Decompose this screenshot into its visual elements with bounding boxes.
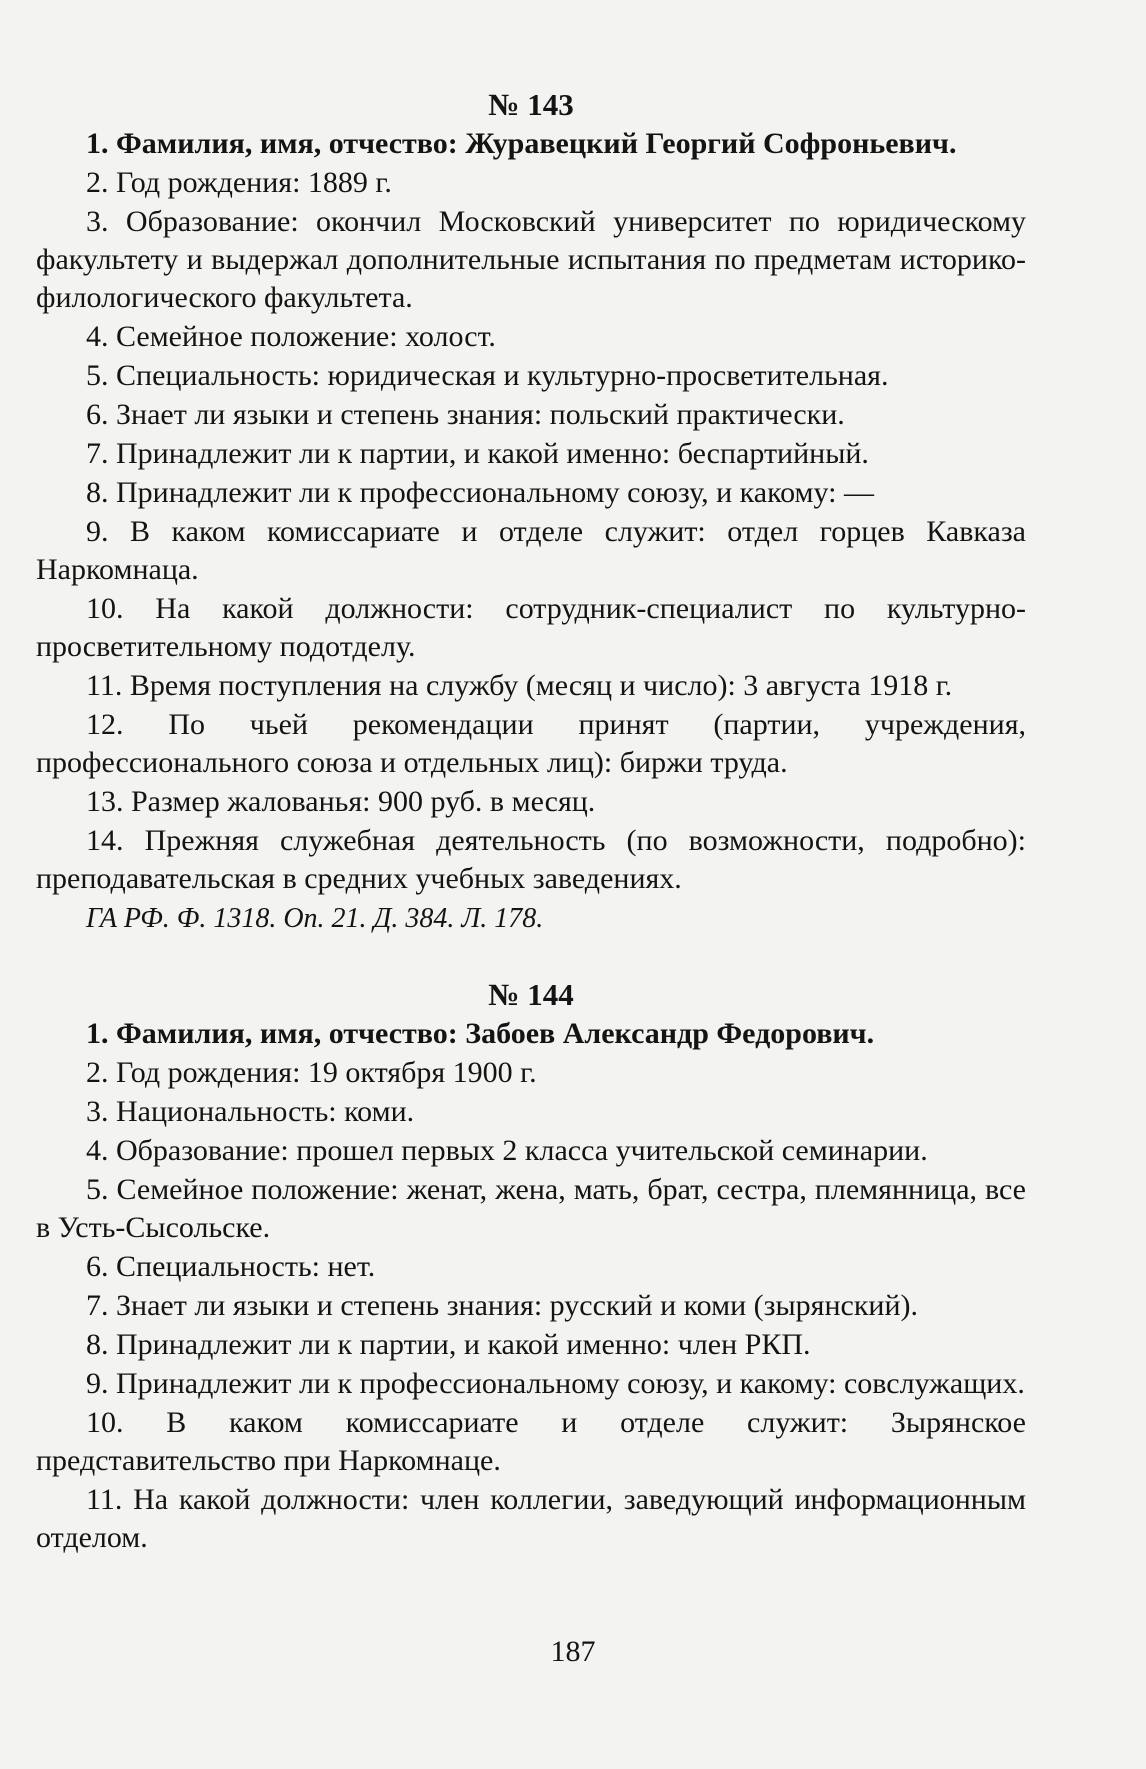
record-144-family-status: 5. Семейное положение: женат, жена, мать, брат, сестра, племянница, все в Усть-Сысольске. [36,1173,1026,1244]
record-143-commissariat: 9. В каком комиссариате и отделе служит: отдел горцев Кавказа Наркомнаца. [36,515,1026,586]
record-144-education: 4. Образование: прошел первых 2 класса учительской семинарии. [86,1134,928,1167]
record-143-archive-source: ГА РФ. Ф. 1318. Оп. 21. Д. 384. Л. 178. [86,903,544,934]
page-number: 187 [550,1635,596,1668]
record-144-specialty: 6. Специальность: нет. [86,1250,376,1283]
record-143-education: 3. Образование: окончил Московский университет по юридическому факультету и выдержал дополнительные испытания по предметам историко-филологического факультета. [36,205,1026,314]
record-143-name: 1. Фамилия, имя, отчество: Журавецкий Георгий Софроньевич. [86,127,957,160]
record-143-recommendation: 12. По чьей рекомендации принят (партии, учреждения, профессионального союза и отдельных лиц): биржи труда. [36,708,1026,779]
record-143-salary: 13. Размер жалованья: 900 руб. в месяц. [86,785,596,818]
record-144-heading: № 144 [488,977,574,1012]
record-143-specialty: 5. Специальность: юридическая и культурно-просветительная. [86,359,889,392]
record-143-union: 8. Принадлежит ли к профессиональному союзу, и какому: — [86,476,874,509]
record-143-party: 7. Принадлежит ли к партии, и какой именно: беспартийный. [86,437,869,470]
record-144-languages: 7. Знает ли языки и степень знания: русский и коми (зырянский). [86,1289,918,1322]
record-144-commissariat: 10. В каком комиссариате и отделе служит: Зырянское представительство при Наркомнаце. [36,1406,1026,1477]
record-143-birth-year: 2. Год рождения: 1889 г. [86,166,392,199]
record-143-position: 10. На какой должности: сотрудник-специалист по культурно-просветительному подотделу. [36,592,1026,663]
record-144-party: 8. Принадлежит ли к партии, и какой именно: член РКП. [86,1328,811,1361]
record-144-union: 9. Принадлежит ли к профессиональному союзу, и какому: совслужащих. [86,1367,1025,1400]
record-143-heading: № 143 [488,87,574,122]
record-143-languages: 6. Знает ли языки и степень знания: польский практически. [86,398,845,431]
record-143-family-status: 4. Семейное положение: холост. [86,320,496,353]
record-143-previous-work: 14. Прежняя служебная деятельность (по возможности, подробно): преподавательская в средних учебных заведениях. [36,824,1026,895]
record-144-nationality: 3. Национальность: коми. [86,1095,415,1128]
record-143-start-date: 11. Время поступления на службу (месяц и число): 3 августа 1918 г. [86,669,953,702]
record-144-position: 11. На какой должности: член коллегии, заведующий информационным отделом. [36,1483,1026,1554]
record-144-birth-date: 2. Год рождения: 19 октября 1900 г. [86,1056,537,1089]
record-144-name: 1. Фамилия, имя, отчество: Забоев Александр Федорович. [86,1017,875,1050]
